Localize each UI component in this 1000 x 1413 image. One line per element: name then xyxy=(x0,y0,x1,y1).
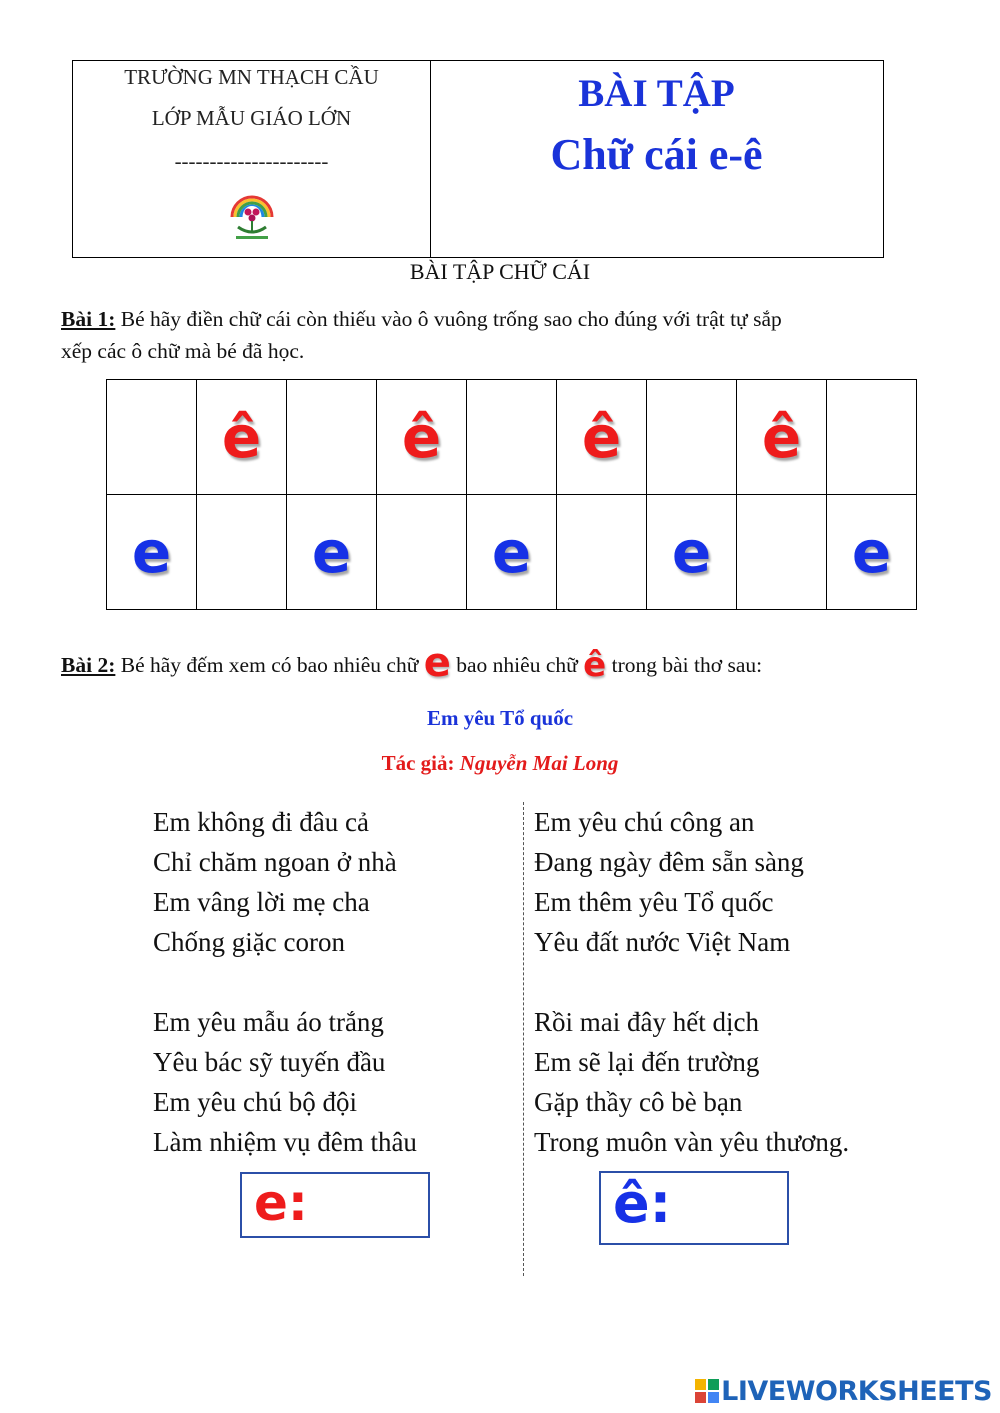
grid-cell-e: e xyxy=(467,495,557,610)
poem-line: Gặp thầy cô bè bạn xyxy=(534,1087,743,1117)
poem-line: Em vâng lời mẹ cha xyxy=(153,887,370,917)
grid-cell-e-hat: ê xyxy=(557,380,647,495)
poem-title: Em yêu Tổ quốc xyxy=(426,706,574,730)
answer-box-e-hat[interactable] xyxy=(599,1171,789,1245)
section-subtitle: BÀI TẬP CHỮ CÁI xyxy=(409,259,591,284)
school-name: TRƯỜNG MN THẠCH CẦU xyxy=(124,65,379,89)
letter-grid xyxy=(106,379,917,610)
grid-cell-empty[interactable] xyxy=(557,495,647,610)
exercise2-label: Bài 2: xyxy=(61,653,116,677)
exercise1-instructions xyxy=(61,303,941,367)
poem-line: Em yêu chú công an xyxy=(534,807,755,837)
answer-box-e[interactable] xyxy=(240,1172,430,1238)
grid-cell-empty[interactable] xyxy=(737,495,827,610)
answer-label-e: e: xyxy=(254,1174,308,1232)
grid-cell-empty[interactable] xyxy=(197,495,287,610)
poem-left-column xyxy=(153,802,417,1162)
liveworksheets-logo xyxy=(695,1376,992,1407)
poem-line: Làm nhiệm vụ đêm thâu xyxy=(153,1127,417,1157)
author-label: Tác giả: xyxy=(381,751,460,775)
grid-cell-empty[interactable] xyxy=(377,495,467,610)
answer-label-e-hat: ê: xyxy=(613,1172,672,1235)
poem-line: Em thêm yêu Tổ quốc xyxy=(534,887,774,917)
grid-cell-empty[interactable] xyxy=(287,380,377,495)
poem-right-column xyxy=(534,802,849,1162)
title-chu-cai: Chữ cái e-ê xyxy=(550,130,763,179)
exercise2-text-b: bao nhiêu chữ xyxy=(450,653,584,677)
grid-cell-empty[interactable] xyxy=(647,380,737,495)
column-divider xyxy=(523,802,524,1276)
exercise1-label: Bài 1: xyxy=(61,307,116,331)
title-bai-tap: BÀI TẬP xyxy=(578,72,735,115)
grid-cell-e-hat: ê xyxy=(737,380,827,495)
poem-line: Rồi mai đây hết dịch xyxy=(534,1007,759,1037)
exercise2-text-a: Bé hãy đếm xem có bao nhiêu chữ xyxy=(115,653,424,677)
class-name: LỚP MẪU GIÁO LỚN xyxy=(151,106,352,130)
grid-row-e-hat xyxy=(107,380,917,495)
grid-cell-e: e xyxy=(647,495,737,610)
poem-line: Em yêu mẫu áo trắng xyxy=(153,1007,384,1037)
school-logo xyxy=(226,187,278,243)
header-divider: ---------------------- xyxy=(174,149,329,173)
brand-icon xyxy=(695,1379,719,1403)
poem-line: Em sẽ lại đến trường xyxy=(534,1047,760,1077)
grid-cell-e: e xyxy=(287,495,377,610)
poem-line: Trong muôn vàn yêu thương. xyxy=(534,1127,850,1157)
poem-line: Chỉ chăm ngoan ở nhà xyxy=(153,847,397,877)
grid-cell-empty[interactable] xyxy=(827,380,917,495)
poem-line: Yêu bác sỹ tuyến đầu xyxy=(153,1047,386,1077)
grid-cell-empty[interactable] xyxy=(467,380,557,495)
poem-line: Chống giặc coron xyxy=(153,927,345,957)
grid-row-e xyxy=(107,495,917,610)
exercise2-text-c: trong bài thơ sau: xyxy=(606,653,763,677)
grid-cell-empty[interactable] xyxy=(107,380,197,495)
exercise1-text-line2: xếp các ô chữ mà bé đã học. xyxy=(61,339,305,363)
poem-line: Em không đi đâu cả xyxy=(153,807,369,837)
poem-line: Đang ngày đêm sẵn sàng xyxy=(534,847,804,877)
grid-cell-e: e xyxy=(107,495,197,610)
grid-cell-e-hat: ê xyxy=(377,380,467,495)
poem-author xyxy=(0,751,1000,776)
header-school-info xyxy=(73,61,431,257)
inline-letter-e: e xyxy=(423,640,451,686)
header-title-area xyxy=(430,61,883,257)
poem-line: Yêu đất nước Việt Nam xyxy=(534,927,791,957)
brand-text: LIVEWORKSHEETS xyxy=(721,1376,992,1407)
grid-cell-e: e xyxy=(827,495,917,610)
author-name: Nguyễn Mai Long xyxy=(459,751,619,775)
exercise1-text-line1: Bé hãy điền chữ cái còn thiếu vào ô vuông trống sao cho đúng với trật tự sắp xyxy=(115,307,782,331)
grid-cell-e-hat: ê xyxy=(197,380,287,495)
exercise2-instructions xyxy=(61,640,762,686)
header-box xyxy=(72,60,884,258)
poem-line: Em yêu chú bộ đội xyxy=(153,1087,357,1117)
inline-letter-e-hat: ê xyxy=(583,645,607,685)
